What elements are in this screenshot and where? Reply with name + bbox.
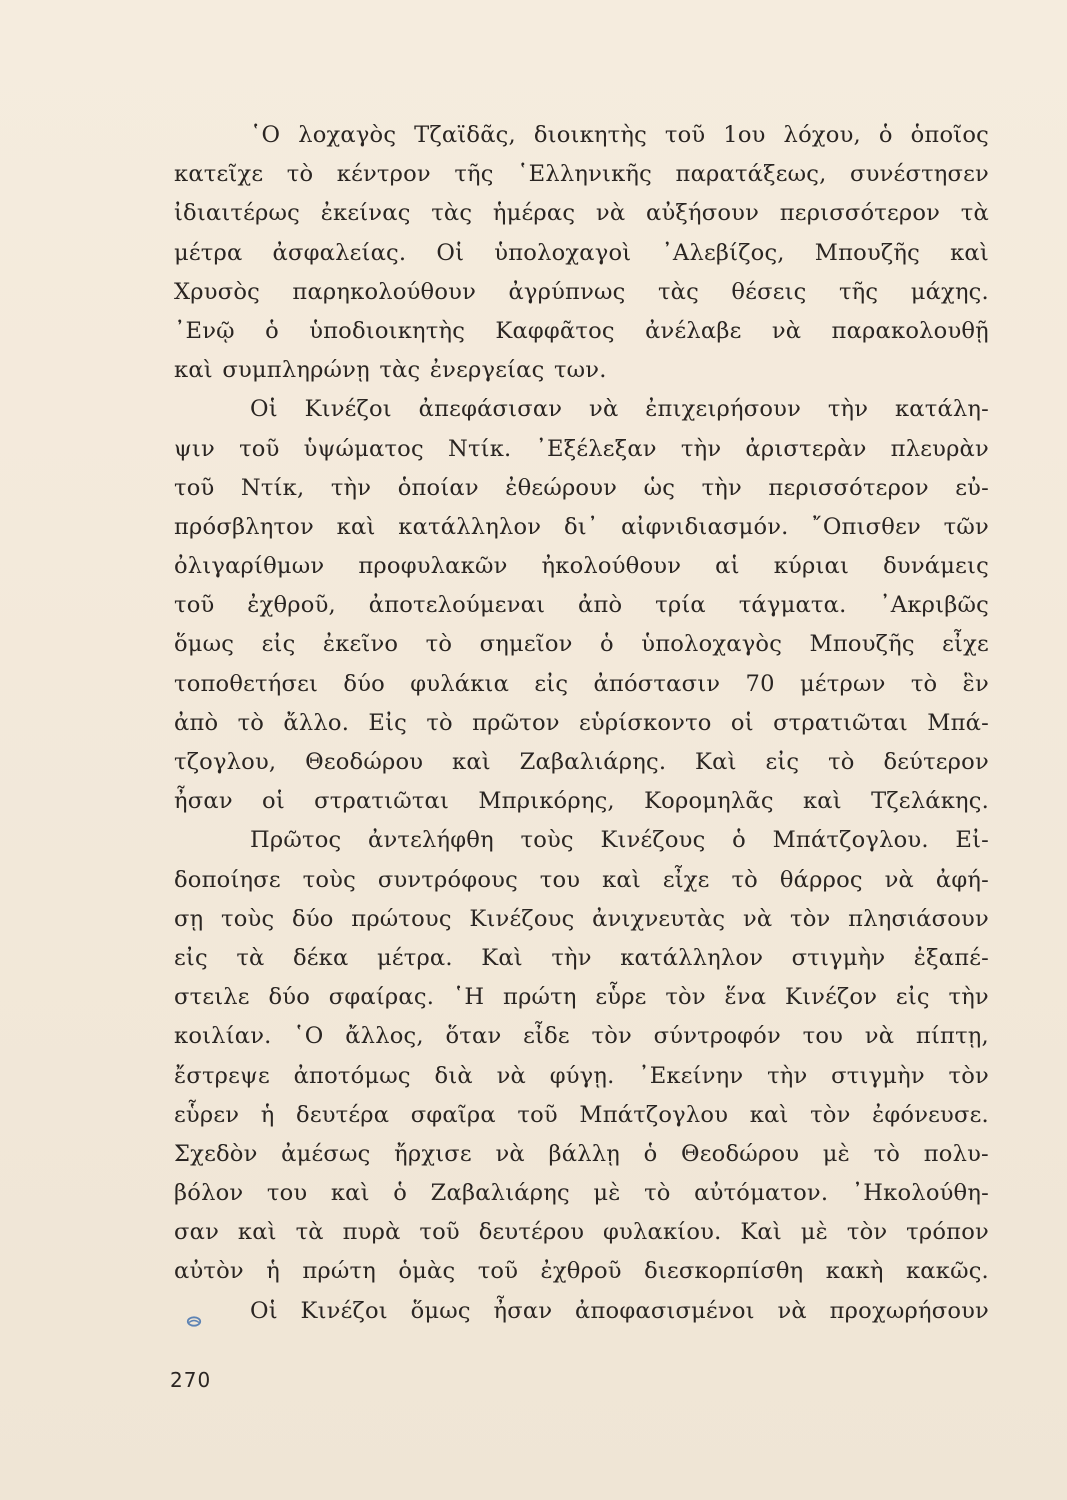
text-line: ψιν τοῦ ὑψώματος Ντίκ. ᾿Εξέλεξαν τὴν ἀριστερὰν πλευρὰν: [174, 435, 989, 462]
text-line: τοῦ Ντίκ, τὴν ὁποίαν ἐθεώρουν ὡς τὴν περισσότερον εὐ-: [174, 474, 989, 501]
text-line: εἰς τὰ δέκα μέτρα. Καὶ τὴν κατάλληλον στιγμὴν ἐξαπέ-: [174, 944, 989, 971]
text-line: εὗρεν ἡ δευτέρα σφαῖρα τοῦ Μπάτζογλου καὶ τὸν ἐφόνευσε.: [174, 1101, 989, 1128]
text-line: δοποίησε τοὺς συντρόφους του καὶ εἶχε τὸ θάρρος νὰ ἀφή-: [174, 866, 989, 893]
text-line: Χρυσὸς παρηκολούθουν ἀγρύπνως τὰς θέσεις τῆς μάχης.: [174, 278, 989, 305]
text-line: σαν καὶ τὰ πυρὰ τοῦ δευτέρου φυλακίου. Καὶ μὲ τὸν τρόπον: [174, 1219, 989, 1246]
text-line: ἔστρεψε ἀποτόμως διὰ νὰ φύγῃ. ᾿Εκείνην τὴν στιγμὴν τὸν: [174, 1062, 989, 1089]
text-line: σῃ τοὺς δύο πρώτους Κινέζους ἀνιχνευτὰς νὰ τὸν πλησιάσουν: [174, 905, 989, 932]
text-line: πρόσβλητον καὶ κατάλληλον δι᾿ αἰφνιδιασμόν. ῎Οπισθεν τῶν: [174, 513, 989, 540]
page-number: 270: [170, 1368, 212, 1392]
text-line: ᾿Ενῷ ὁ ὑποδιοικητὴς Καφφᾶτος ἀνέλαβε νὰ παρακολουθῇ: [174, 317, 989, 344]
body-text: [174, 116, 989, 1331]
text-line: ἀπὸ τὸ ἄλλο. Εἰς τὸ πρῶτον εὑρίσκοντο οἱ στρατιῶται Μπά-: [174, 709, 989, 736]
text-line: ὀλιγαρίθμων προφυλακῶν ἠκολούθουν αἱ κύριαι δυνάμεις: [174, 553, 989, 580]
text-line: βόλον του καὶ ὁ Ζαβαλιάρης μὲ τὸ αὐτόματον. ᾿Ηκολούθη-: [174, 1180, 989, 1207]
text-line: τζογλου, Θεοδώρου καὶ Ζαβαλιάρης. Καὶ εἰς τὸ δεύτερον: [174, 749, 989, 775]
text-line: ὅμως εἰς ἐκεῖνο τὸ σημεῖον ὁ ὑπολοχαγὸς Μπουζῆς εἶχε: [174, 631, 989, 658]
text-line: κοιλίαν. ῾Ο ἄλλος, ὅταν εἶδε τὸν σύντροφόν του νὰ πίπτῃ,: [174, 1023, 989, 1050]
text-line: Οἱ Κινέζοι ἀπεφάσισαν νὰ ἐπιχειρήσουν τὴν κατάλη-: [250, 396, 989, 423]
text-line: ἰδιαιτέρως ἐκείνας τὰς ἡμέρας νὰ αὐξήσουν περισσότερον τὰ: [174, 200, 989, 227]
paragraph-mark-icon: [186, 1313, 202, 1329]
text-line: μέτρα ἀσφαλείας. Οἱ ὑπολοχαγοὶ ᾿Αλεβίζος, Μπουζῆς καὶ: [174, 239, 989, 266]
text-line: ἦσαν οἱ στρατιῶται Μπρικόρης, Κορομηλᾶς καὶ Τζελάκης.: [174, 788, 989, 815]
text-line: κατεῖχε τὸ κέντρον τῆς ῾Ελληνικῆς παρατάξεως, συνέστησεν: [174, 161, 989, 188]
text-line: Οἱ Κινέζοι ὅμως ἦσαν ἀποφασισμένοι νὰ προχωρήσουν: [250, 1297, 989, 1324]
text-line: ῾Ο λοχαγὸς Τζαϊδᾶς, διοικητὴς τοῦ 1ου λόχου, ὁ ὁποῖος: [250, 122, 989, 148]
text-line: καὶ συμπληρώνῃ τὰς ἐνεργείας των.: [174, 357, 607, 384]
text-line: στειλε δύο σφαίρας. ῾Η πρώτη εὗρε τὸν ἕνα Κινέζον εἰς τὴν: [174, 984, 989, 1011]
text-line: Πρῶτος ἀντελήφθη τοὺς Κινέζους ὁ Μπάτζογλου. Εἰ-: [250, 827, 989, 854]
text-line: τοῦ ἐχθροῦ, ἀποτελούμεναι ἀπὸ τρία τάγματα. ᾿Ακριβῶς: [174, 592, 989, 619]
text-line: Σχεδὸν ἀμέσως ἤρχισε νὰ βάλλῃ ὁ Θεοδώρου μὲ τὸ πολυ-: [174, 1140, 989, 1167]
text-line: τοποθετήσει δύο φυλάκια εἰς ἀπόστασιν 70 μέτρων τὸ ἓν: [174, 670, 989, 697]
text-line: αὐτὸν ἡ πρώτη ὁμὰς τοῦ ἐχθροῦ διεσκορπίσθη κακὴ κακῶς.: [174, 1258, 989, 1285]
